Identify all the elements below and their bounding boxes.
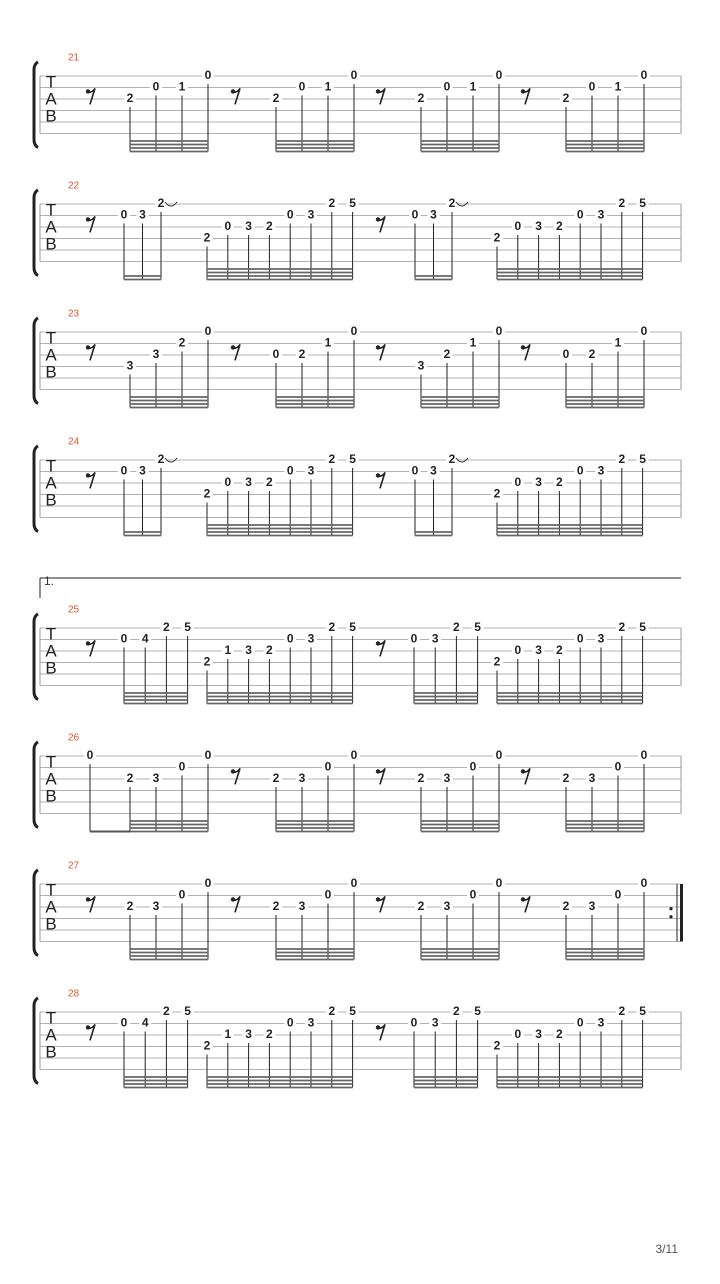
fret-number: 0 bbox=[204, 748, 212, 763]
repeat-thick-barline bbox=[680, 884, 683, 942]
measure-number: 23 bbox=[68, 308, 80, 320]
fret-number: 2 bbox=[203, 654, 211, 669]
fret-number: 3 bbox=[597, 631, 605, 646]
fret-number: 5 bbox=[639, 452, 646, 467]
tab-clef-letter: B bbox=[45, 786, 57, 806]
fret-number: 2 bbox=[266, 1027, 273, 1042]
fret-number: 0 bbox=[350, 876, 358, 891]
fret-number: 3 bbox=[535, 1027, 542, 1042]
fret-number: 0 bbox=[614, 759, 622, 774]
fret-number: 0 bbox=[272, 347, 280, 362]
fret-number: 0 bbox=[178, 887, 186, 902]
fret-number: 2 bbox=[157, 196, 165, 211]
fret-number: 1 bbox=[324, 335, 332, 350]
fret-number: 2 bbox=[266, 475, 273, 490]
fret-number: 3 bbox=[535, 219, 542, 234]
tab-clef-letter: T bbox=[45, 1008, 57, 1028]
fret-number: 0 bbox=[298, 79, 306, 94]
fret-number: 0 bbox=[443, 79, 451, 94]
tab-clef-letter: B bbox=[45, 1042, 57, 1062]
fret-number: 3 bbox=[431, 631, 439, 646]
fret-number: 3 bbox=[588, 899, 596, 914]
measure-number: 26 bbox=[68, 732, 80, 744]
fret-number: 0 bbox=[640, 324, 648, 339]
fret-number: 2 bbox=[453, 620, 460, 635]
system-bracket bbox=[34, 870, 38, 956]
fret-number: 2 bbox=[493, 486, 501, 501]
fret-number: 0 bbox=[562, 347, 570, 362]
fret-number: 2 bbox=[443, 347, 451, 362]
fret-number: 2 bbox=[417, 771, 425, 786]
fret-number: 3 bbox=[431, 1015, 439, 1030]
fret-number: 3 bbox=[588, 771, 596, 786]
fret-number: 2 bbox=[417, 91, 425, 106]
fret-number: 5 bbox=[184, 620, 191, 635]
fret-number: 2 bbox=[272, 899, 280, 914]
fret-number: 2 bbox=[126, 91, 134, 106]
tab-clef-letter: B bbox=[45, 490, 57, 510]
fret-number: 2 bbox=[493, 1038, 501, 1053]
fret-number: 1 bbox=[324, 79, 332, 94]
fret-number: 3 bbox=[430, 207, 437, 222]
fret-number: 0 bbox=[120, 1015, 128, 1030]
measure-number: 27 bbox=[68, 860, 80, 872]
fret-number: 3 bbox=[307, 207, 315, 222]
fret-number: 4 bbox=[141, 631, 149, 646]
page-number: 3/11 bbox=[655, 1242, 678, 1256]
fret-number: 1 bbox=[469, 335, 477, 350]
fret-number: 2 bbox=[448, 452, 456, 467]
fret-number: 0 bbox=[514, 1027, 522, 1042]
fret-number: 3 bbox=[430, 463, 437, 478]
fret-number: 2 bbox=[126, 771, 134, 786]
system-bracket bbox=[34, 62, 38, 148]
tab-clef-letter: A bbox=[45, 897, 57, 917]
fret-number: 0 bbox=[350, 324, 358, 339]
fret-number: 0 bbox=[120, 207, 128, 222]
fret-number: 1 bbox=[224, 1027, 232, 1042]
fret-number: 2 bbox=[556, 1027, 563, 1042]
fret-number: 2 bbox=[562, 91, 570, 106]
fret-number: 3 bbox=[245, 1027, 252, 1042]
fret-number: 0 bbox=[178, 759, 186, 774]
tab-clef-letter: B bbox=[45, 658, 57, 678]
fret-number: 2 bbox=[556, 475, 563, 490]
fret-number: 3 bbox=[535, 643, 542, 658]
tab-clef-letter: T bbox=[45, 328, 57, 348]
fret-number: 0 bbox=[324, 887, 332, 902]
fret-number: 3 bbox=[307, 463, 315, 478]
fret-number: 0 bbox=[224, 219, 232, 234]
fret-number: 0 bbox=[495, 68, 503, 83]
fret-number: 2 bbox=[453, 1004, 460, 1019]
fret-number: 0 bbox=[286, 631, 294, 646]
fret-number: 3 bbox=[152, 771, 160, 786]
fret-number: 5 bbox=[474, 620, 481, 635]
fret-number: 0 bbox=[224, 475, 232, 490]
fret-number: 0 bbox=[411, 463, 419, 478]
fret-number: 1 bbox=[178, 79, 186, 94]
fret-number: 2 bbox=[493, 230, 501, 245]
tab-clef-letter: T bbox=[45, 624, 57, 644]
fret-number: 3 bbox=[443, 771, 451, 786]
fret-number: 5 bbox=[349, 452, 356, 467]
fret-number: 2 bbox=[328, 452, 336, 467]
fret-number: 3 bbox=[307, 631, 315, 646]
fret-number: 0 bbox=[588, 79, 596, 94]
fret-number: 3 bbox=[417, 358, 425, 373]
fret-number: 5 bbox=[639, 196, 646, 211]
tab-clef-letter: A bbox=[45, 217, 57, 237]
fret-number: 0 bbox=[495, 876, 503, 891]
fret-number: 3 bbox=[307, 1015, 315, 1030]
measure-number: 28 bbox=[68, 988, 80, 1000]
fret-number: 0 bbox=[152, 79, 160, 94]
fret-number: 2 bbox=[618, 620, 626, 635]
fret-number: 1 bbox=[614, 335, 622, 350]
fret-number: 0 bbox=[576, 631, 584, 646]
fret-number: 1 bbox=[224, 643, 232, 658]
fret-number: 0 bbox=[286, 463, 294, 478]
fret-number: 2 bbox=[163, 1004, 170, 1019]
fret-number: 2 bbox=[328, 196, 336, 211]
fret-number: 0 bbox=[410, 631, 418, 646]
fret-number: 2 bbox=[618, 1004, 626, 1019]
fret-number: 2 bbox=[157, 452, 165, 467]
measure-number: 22 bbox=[68, 180, 80, 192]
fret-number: 3 bbox=[443, 899, 451, 914]
fret-number: 0 bbox=[411, 207, 419, 222]
fret-number: 3 bbox=[535, 475, 542, 490]
fret-number: 0 bbox=[469, 887, 477, 902]
fret-number: 2 bbox=[618, 196, 626, 211]
fret-number: 0 bbox=[120, 631, 128, 646]
fret-number: 2 bbox=[163, 620, 170, 635]
fret-number: 0 bbox=[640, 748, 648, 763]
fret-number: 2 bbox=[272, 771, 280, 786]
fret-number: 3 bbox=[126, 358, 134, 373]
fret-number: 0 bbox=[120, 463, 128, 478]
fret-number: 2 bbox=[266, 219, 273, 234]
fret-number: 2 bbox=[556, 219, 563, 234]
fret-number: 5 bbox=[349, 1004, 356, 1019]
fret-number: 2 bbox=[203, 230, 211, 245]
tab-clef-letter: A bbox=[45, 769, 57, 789]
fret-number: 0 bbox=[410, 1015, 418, 1030]
fret-number: 2 bbox=[618, 452, 626, 467]
fret-number: 0 bbox=[350, 748, 358, 763]
system-bracket bbox=[34, 614, 38, 700]
fret-number: 0 bbox=[576, 1015, 584, 1030]
fret-number: 3 bbox=[245, 219, 252, 234]
fret-number: 3 bbox=[245, 475, 252, 490]
fret-number: 3 bbox=[298, 771, 306, 786]
tab-clef-letter: A bbox=[45, 89, 57, 109]
fret-number: 2 bbox=[272, 91, 280, 106]
fret-number: 2 bbox=[178, 335, 186, 350]
fret-number: 1 bbox=[469, 79, 477, 94]
fret-number: 2 bbox=[266, 643, 273, 658]
fret-number: 3 bbox=[152, 347, 160, 362]
fret-number: 0 bbox=[324, 759, 332, 774]
tab-clef-letter: A bbox=[45, 473, 57, 493]
fret-number: 2 bbox=[126, 899, 134, 914]
fret-number: 2 bbox=[203, 1038, 211, 1053]
tab-clef-letter: B bbox=[45, 914, 57, 934]
tab-clef-letter: T bbox=[45, 200, 57, 220]
fret-number: 2 bbox=[588, 347, 596, 362]
fret-number: 0 bbox=[640, 876, 648, 891]
fret-number: 3 bbox=[597, 1015, 605, 1030]
tab-clef-letter: B bbox=[45, 234, 57, 254]
fret-number: 0 bbox=[204, 68, 212, 83]
tab-clef-letter: T bbox=[45, 456, 57, 476]
fret-number: 0 bbox=[286, 1015, 294, 1030]
tab-clef-letter: B bbox=[45, 362, 57, 382]
fret-number: 2 bbox=[328, 620, 336, 635]
fret-number: 5 bbox=[639, 620, 646, 635]
tab-clef-letter: T bbox=[45, 880, 57, 900]
fret-number: 2 bbox=[448, 196, 456, 211]
fret-number: 2 bbox=[298, 347, 306, 362]
tab-clef-letter: T bbox=[45, 752, 57, 772]
fret-number: 5 bbox=[184, 1004, 191, 1019]
fret-number: 2 bbox=[556, 643, 563, 658]
fret-number: 0 bbox=[495, 748, 503, 763]
fret-number: 0 bbox=[514, 643, 522, 658]
repeat-dot bbox=[669, 915, 672, 918]
fret-number: 0 bbox=[350, 68, 358, 83]
fret-number: 0 bbox=[204, 876, 212, 891]
fret-number: 5 bbox=[349, 196, 356, 211]
fret-number: 2 bbox=[328, 1004, 336, 1019]
fret-number: 3 bbox=[597, 207, 605, 222]
fret-number: 2 bbox=[562, 771, 570, 786]
fret-number: 0 bbox=[576, 207, 584, 222]
fret-number: 0 bbox=[640, 68, 648, 83]
fret-number: 3 bbox=[139, 463, 146, 478]
fret-number: 0 bbox=[576, 463, 584, 478]
tab-clef-letter: A bbox=[45, 641, 57, 661]
fret-number: 1 bbox=[614, 79, 622, 94]
system-bracket bbox=[34, 446, 38, 532]
fret-number: 5 bbox=[349, 620, 356, 635]
fret-number: 0 bbox=[204, 324, 212, 339]
measure-number: 25 bbox=[68, 604, 80, 616]
fret-number: 0 bbox=[495, 324, 503, 339]
fret-number: 3 bbox=[245, 643, 252, 658]
system-bracket bbox=[34, 318, 38, 404]
fret-number: 2 bbox=[203, 486, 211, 501]
repeat-dot bbox=[669, 907, 672, 910]
fret-number: 3 bbox=[597, 463, 605, 478]
fret-number: 3 bbox=[152, 899, 160, 914]
fret-number: 0 bbox=[614, 887, 622, 902]
tab-clef-letter: T bbox=[45, 72, 57, 92]
fret-number: 3 bbox=[139, 207, 146, 222]
fret-number: 2 bbox=[417, 899, 425, 914]
measure-number: 24 bbox=[68, 436, 80, 448]
tab-clef-letter: A bbox=[45, 1025, 57, 1045]
fret-number: 0 bbox=[286, 207, 294, 222]
system-bracket bbox=[34, 998, 38, 1084]
system-bracket bbox=[34, 742, 38, 828]
fret-number: 0 bbox=[469, 759, 477, 774]
fret-number: 0 bbox=[514, 219, 522, 234]
fret-number: 2 bbox=[562, 899, 570, 914]
fret-number: 0 bbox=[86, 748, 94, 763]
fret-number: 3 bbox=[298, 899, 306, 914]
tab-clef-letter: A bbox=[45, 345, 57, 365]
system-bracket bbox=[34, 190, 38, 276]
fret-number: 5 bbox=[639, 1004, 646, 1019]
volta-label: 1. bbox=[44, 574, 55, 589]
fret-number: 4 bbox=[141, 1015, 149, 1030]
fret-number: 2 bbox=[493, 654, 501, 669]
tab-clef-letter: B bbox=[45, 106, 57, 126]
fret-number: 5 bbox=[474, 1004, 481, 1019]
fret-number: 0 bbox=[514, 475, 522, 490]
measure-number: 21 bbox=[68, 52, 80, 64]
